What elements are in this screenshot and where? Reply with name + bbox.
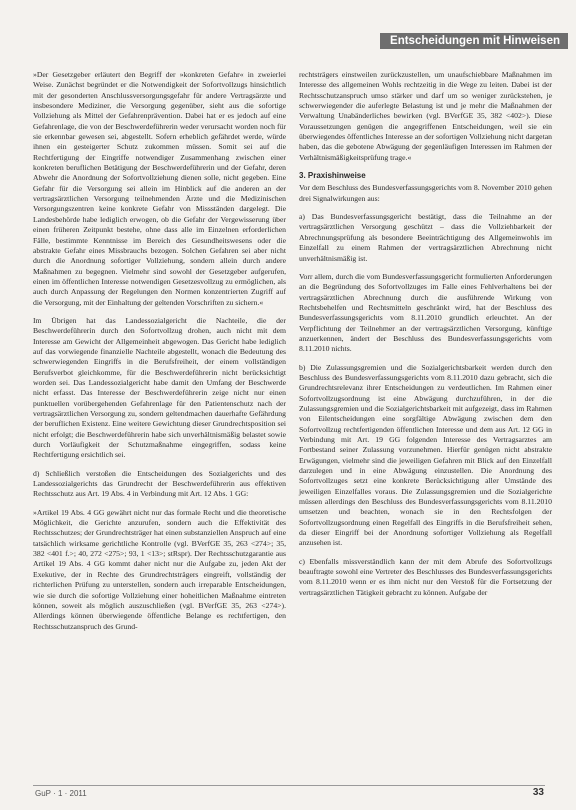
section-header-label: Entscheidungen mit Hinweisen <box>380 33 568 49</box>
footer-rule <box>33 785 545 786</box>
paragraph: d) Schließlich verstoßen die Entscheidungen des Sozialgerichts und des Landessozialgerichts das Grundrecht der Beschwerdeführerin aus effektiven Rechtsschutz aus Art. 19 Abs. 4 in Verbindung mit Art. 12 Abs. 1 GG: <box>33 468 286 499</box>
paragraph: »Der Gesetzgeber erläutert den Begriff der »konkreten Gefahr« in zweierlei Weise. Zunächst begründet er die Notwendigkeit der Sofortvollzugs hinsichtlich mit der gesonderten Anschlussversorgungsgefahr für andere Vertragsärzte und insbesondere Mediziner, die Versorgung gegenüber, sieht aus die sofortige Vollziehung als Mittel der Gefahrenprävention. Dabei hat er es jedoch auf eine Gefahrenlage, die von der Beschwerdeführerin weder verursacht worden noch für sie erkennbar gewesen sei, abgestellt. Sofern erheblich gefährdet werde, würde ihnen ein gesteigerter Schutz zukommen müssen. Somit sei auf die Rechtfertigung der Eingriffe notwendiger Zusammenhang zwischen einer konkreten beruflichen Betätigung der Beschwerdeführerin und der Gefahr, deren Abwehr die Anordnung der Sofortvollziehung dienen solle, nicht gegeben. Eine Gefahr für die Versorgung sei allein im Hinblick auf die anderen an der vertragsärztlichen Versorgung teilnehmenden Ärzte und die Medizinischen Versorgungszentren keine konkrete Gefahr von Missständen dargelegt. Die Landesbehörde habe lediglich erwogen, ob die Gefahr der Vergewisserung über einen früheren Zeitpunkt bestehe, ohne dass alle im Einzelnen erforderlichen Fälle, bestimmte Kenntnisse im Bereich des Gesundheitswesens oder die abstrakte Gefahr eines Missbrauchs bezogen. Solchen Gefahren sei aber nicht durch die Anordnung sofortiger Vollziehung, sondern allein durch andere Maßnahmen zu begegnen. Vielmehr sind sowohl der Gesetzgeber aufgerufen, einen im öffentlichen Interesse notwendigen Gesetzesvollzug zu ermöglichen, als auch durch Anpassung der Regelungen den Normen konzentrierten Zugriff auf die Versorgung, mit der Einhaltung der geltenden Vorschriften zu sichern.« <box>33 70 286 307</box>
paragraph: Vor dem Beschluss des Bundesverfassungsgerichts vom 8. November 2010 gehen drei Signalwirkungen aus: <box>299 183 552 203</box>
paragraph: b) Die Zulassungsgremien und die Sozialgerichtsbarkeit werden durch den Beschluss des Bundesverfassungsgerichts vom 8.11.2010 dazu gebracht, sich die Grundrechtsrelevanz ihrer Entscheidungen zu verdeutlichen. Im Rahmen einer Sofortvollzugsordnung ist eine Abwägung durchzuführen, in der die Zulassungsgremien und die Sozialgerichtsbarkeit mit aufgezeigt, dass im Rahmen von Eilentscheidungen eine sorgfältige Abwägung zwischen dem den Sofortvollzug rechtfertigenden öffentlichen Interesse und dem aus Art. 12 GG in Verbindung mit Art. 19 GG folgenden Interesse des Vertragsarztes am Fortbestand seiner Zulassung vorzunehmen. Hierfür genügen nicht abstrakte Erwägungen, vielmehr sind die jeweiligen Gefahren mit Blick auf den Einzelfall darzulegen und in eine Abwägung einzustellen. Die Anordnung des Sofortvollzuges setzt eine konkrete Berücksichtigung aller Umstände des jeweiligen Einzelfalles voraus. Die Zulassungsgremien und die Sozialgerichte müssen allerdings den Beschluss des Bundesverfassungsgerichts vom 8.11.2010 umsetzen und beachten, wonach sie in den Rechtsfolgen der Sofortvollzugsordnung einen Regelfall des Eingriffs in die Berufsfreiheit sehen, da dieser Eingriff bei der Anordnung sofortiger Vollziehung als Regelfall anzusehen ist. <box>299 362 552 548</box>
journal-issue: GuP · 1 · 2011 <box>35 789 87 798</box>
right-column <box>299 70 552 606</box>
paragraph: a) Das Bundesverfassungsgericht bestätigt, dass die Teilnahme an der vertragsärztlichen Versorgung geschützt – dass die Vollziehbarkeit der Abrechnungsprüfung als besondere Beeinträchtigung des Allgemeinwohls im Einzelfall zu einem Rahmen der vertragsärztlichen Abrechnung nicht unverhältnismäßig ist. <box>299 212 552 263</box>
section-heading: 3. Praxishinweise <box>299 171 366 181</box>
paragraph: Im Übrigen hat das Landessozialgericht die Nachteile, die der Beschwerdeführerin durch den Sofortvollzug drohen, auch nicht mit dem Interesse am Gewicht der Allgemeinheit abgewogen. Das Gericht habe lediglich auf das vorwiegende finanzielle Nachteile abgestellt, wonach die Bedeutung des schwerwiegenden Eingriffs in die Berufsfreiheit, der einem vollständigen Berufsverbot gleichkomme, für die Beschwerdeführerin nicht berücksichtigt worden sei. Das Landessozialgericht habe damit den Umfang der Beschwerde nicht erfasst. Das Interesse der Beschwerdeführerin zeige nicht nur einen punktuellen vorübergehenden Gefahrenlage für den Patientenschutz nach der vertragsärztlichen Versorgung zu, sondern geltendmachen dauerhafte Gefährdung der beruflichen Existenz. Eine weitere Gewichtung dieser Grundrechtsposition sei nicht erfolgt; die Beschwerdeführerin habe sich unverhältnismäßig belastet sowie durch Vorläufigkeit der Schutzmaßnahme eingegriffen, sodass keine Rechtfertigung ersichtlich sei. <box>33 315 286 460</box>
paragraph: c) Ebenfalls missverständlich kann der mit dem Abrufe des Sofortvollzugs beauftragte sowohl eine Vertreter des Beschlusses des Bundesverfassungsgerichts vom 8.11.2010 wenn er es ihm nicht nur den Verstoß für die Fortsetzung der vertragsärztlichen Tätigkeit gebracht zu können. Aufgabe der <box>299 556 552 597</box>
left-column <box>33 70 286 640</box>
paragraph: rechtsträgers einstweilen zurückzustellen, um unaufschiebbare Maßnahmen im Interesse des allgemeinen Wohls rechtzeitig in die Wege zu leiten. Dabei ist der Rechtsschutzanspruch umso stärker und darf um so weniger zurückstehen, je schwerwiegender die auferlegte Belastung ist und je mehr die Maßnahmen der Verwaltung Unabänderliches bewirken (vgl. BVerfGE 35, 382 <402>). Diese Voraussetzungen genügen die angegriffenen Entscheidungen, weil sie ein überwiegendes öffentliches Interesse an der sofortigen Vollziehung nicht dargetan haben, das die gebotene Abwägung der gegenläufigen Interessen im Rahmen der Verhältnismäßigkeitsprüfung trage.« <box>299 70 552 162</box>
page-number: 33 <box>532 787 544 798</box>
paragraph: Vorr allem, durch die vom Bundesverfassungsgericht formulierten Anforderungen an die Begründung des Sofortvollzuges im Falle eines Fehlverhaltens bei der vertragsärztlichen Abrechnung durch die ausführende Wirkung von Rechtsbehelfen und Rechtsmitteln geschränkt wird, hat der Beschluss des Bundesverfassungsgerichts vom 8.11.2010 grundlich erleuchtet. An der Verpflichtung der Teilnehmer an der vertragsärztlichen Versorgung, künftige anzuerkennen, ändert der Beschluss des Bundesverfassungsgerichts vom 8.11.2010 nichts. <box>299 271 552 354</box>
header-bar <box>0 0 576 48</box>
paragraph: »Artikel 19 Abs. 4 GG gewährt nicht nur das formale Recht und die theoretische Möglichkeit, die Gerichte anzurufen, sondern auch die Effektivität des Rechtsschutzes; der Grundrechtsträger hat einen substanziellen Anspruch auf eine tatsächlich wirksame gerichtliche Kontrolle (vgl. BVerfGE 35, 263 <274>; 35, 382 <401 f.>; 40, 272 <275>; 93, 1 <13>; stRspr). Der Rechtsschutzgarantie aus Artikel 19 Abs. 4 GG kommt daher nicht nur die Aufgabe zu, jeden Akt der Exekutive, der in Rechte des Grundrechtsträgers eingreift, vollständig der richterlichen Prüfung zu unterstellen, sondern auch irreparable Entscheidungen, wie sie durch die sofortige Vollziehung einer hoheitlichen Maßnahme eintreten können, soweit als möglich auszuschließen (vgl. BVerfGE 35, 263 <274>). Allerdings können überwiegende öffentliche Belange es rechtfertigen, den Rechtsschutzanspruch des Grund- <box>33 507 286 631</box>
